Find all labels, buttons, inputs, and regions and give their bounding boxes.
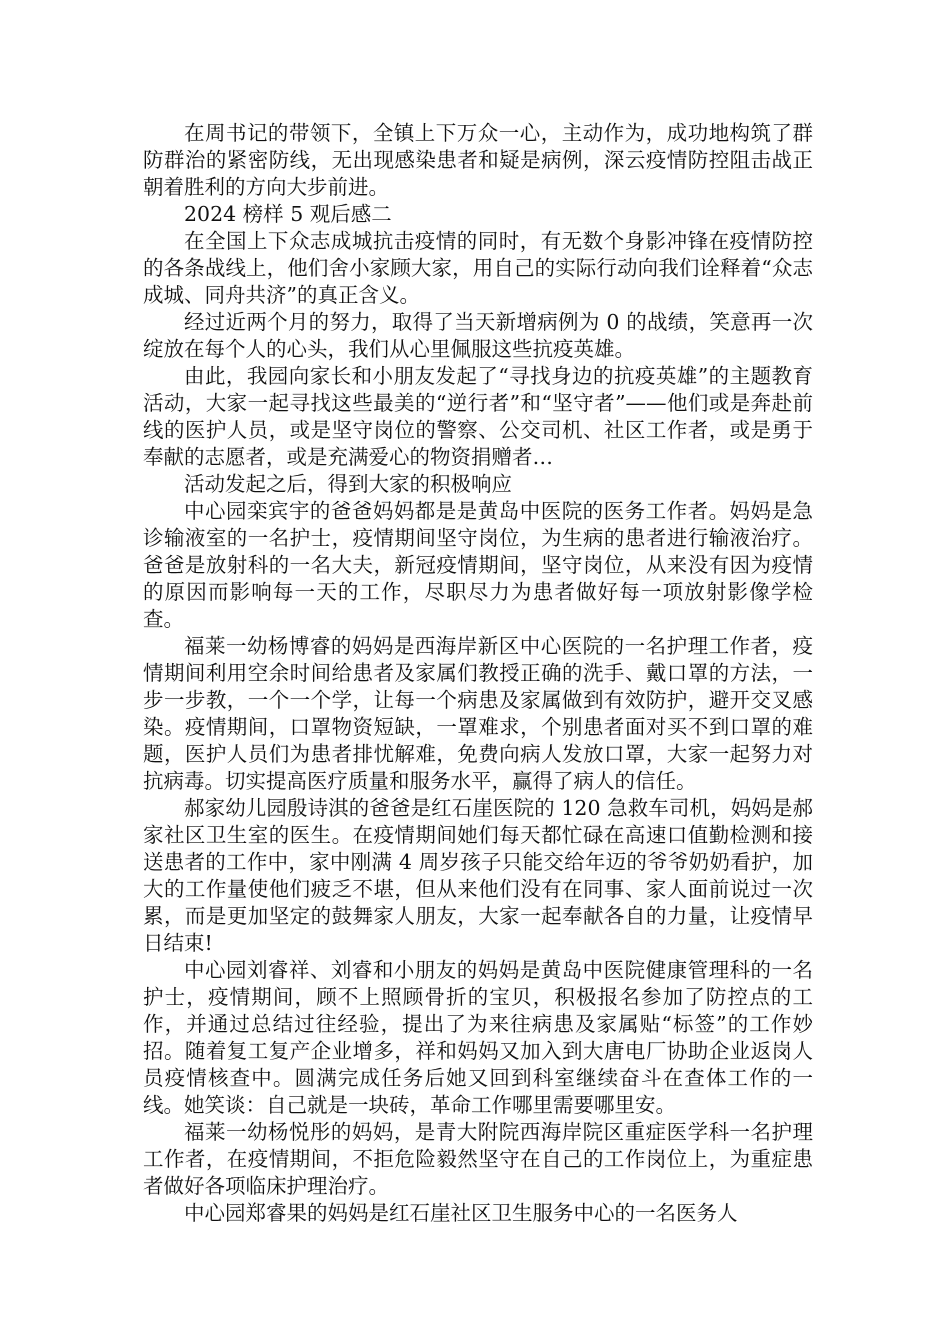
document-body [143, 120, 813, 1227]
paragraph: 由此，我园向家长和小朋友发起了“寻找身边的抗疫英雄”的主题教育活动，大家一起寻找这些最美的“逆行者”和“坚守者”——他们或是奔赴前线的医护人员，或是坚守岗位的警察、公交司机、社区工作者，或是勇于奉献的志愿者，或是充满爱心的物资捐赠者… [143, 364, 813, 469]
section-heading: 2024 榜样 5 观后感二 [184, 202, 392, 226]
paragraph: 福莱一幼杨博睿的妈妈是西海岸新区中心医院的一名护理工作者，疫情期间利用空余时间给患者及家属们教授正确的洗手、戴口罩的方法，一步一步教，一个一个学，让每一个病患及家属做到有效防护，避开交叉感染。疫情期间，口罩物资短缺，一罩难求，个别患者面对买不到口罩的难题，医护人员们为患者排忧解难，免费向病人发放口罩，大家一起努力对抗病毒。切实提高医疗质量和服务水平，赢得了病人的信任。 [143, 634, 813, 793]
paragraph: 郝家幼儿园殷诗淇的爸爸是红石崖医院的 120 急救车司机，妈妈是郝家社区卫生室的医生。在疫情期间她们每天都忙碌在高速口值勤检测和接送患者的工作中，家中刚满 4 周岁孩子只能交给年迈的爷爷奶奶看护，加大的工作量使他们疲乏不堪，但从来他们没有在同事、家人面前说过一次累，而是更加坚定的鼓舞家人朋友，大家一起奉献各自的力量，让疫情早日结束! [143, 796, 813, 955]
paragraph: 中心园栾宾宇的爸爸妈妈都是是黄岛中医院的医务工作者。妈妈是急诊输液室的一名护士，疫情期间坚守岗位，为生病的患者进行输液治疗。爸爸是放射科的一名大夫，新冠疫情期间，坚守岗位，从来没有因为疫情的原因而影响每一天的工作，尽职尽力为患者做好每一项放射影像学检查。 [143, 499, 813, 631]
paragraph: 中心园刘睿祥、刘睿和小朋友的妈妈是黄岛中医院健康管理科的一名护士，疫情期间，顾不上照顾骨折的宝贝，积极报名参加了防控点的工作，并通过总结过往经验，提出了为来往病患及家属贴“标签”的工作妙招。随着复工复产企业增多，祥和妈妈又加入到大唐电厂协助企业返岗人员疫情核查中。圆满完成任务后她又回到科室继续奋斗在查体工作的一线。她笑谈：自己就是一块砖，革命工作哪里需要哪里安。 [143, 958, 813, 1117]
paragraph: 在周书记的带领下，全镇上下万众一心，主动作为，成功地构筑了群防群治的紧密防线，无出现感染患者和疑是病例，深云疫情防控阻击战正朝着胜利的方向大步前进。 [143, 121, 813, 199]
paragraph: 福莱一幼杨悦彤的妈妈，是青大附院西海岸院区重症医学科一名护理工作者，在疫情期间，不拒危险毅然坚守在自己的工作岗位上，为重症患者做好各项临床护理治疗。 [143, 1120, 813, 1198]
paragraph: 中心园郑睿果的妈妈是红石崖社区卫生服务中心的一名医务人 [184, 1201, 738, 1225]
paragraph: 在全国上下众志成城抗击疫情的同时，有无数个身影冲锋在疫情防控的各条战线上，他们舍小家顾大家，用自己的实际行动向我们诠释着“众志成城、同舟共济”的真正含义。 [143, 229, 813, 307]
paragraph: 活动发起之后，得到大家的积极响应 [184, 472, 512, 496]
paragraph: 经过近两个月的努力，取得了当天新增病例为 0 的战绩，笑意再一次绽放在每个人的心头，我们从心里佩服这些抗疫英雄。 [143, 310, 813, 361]
